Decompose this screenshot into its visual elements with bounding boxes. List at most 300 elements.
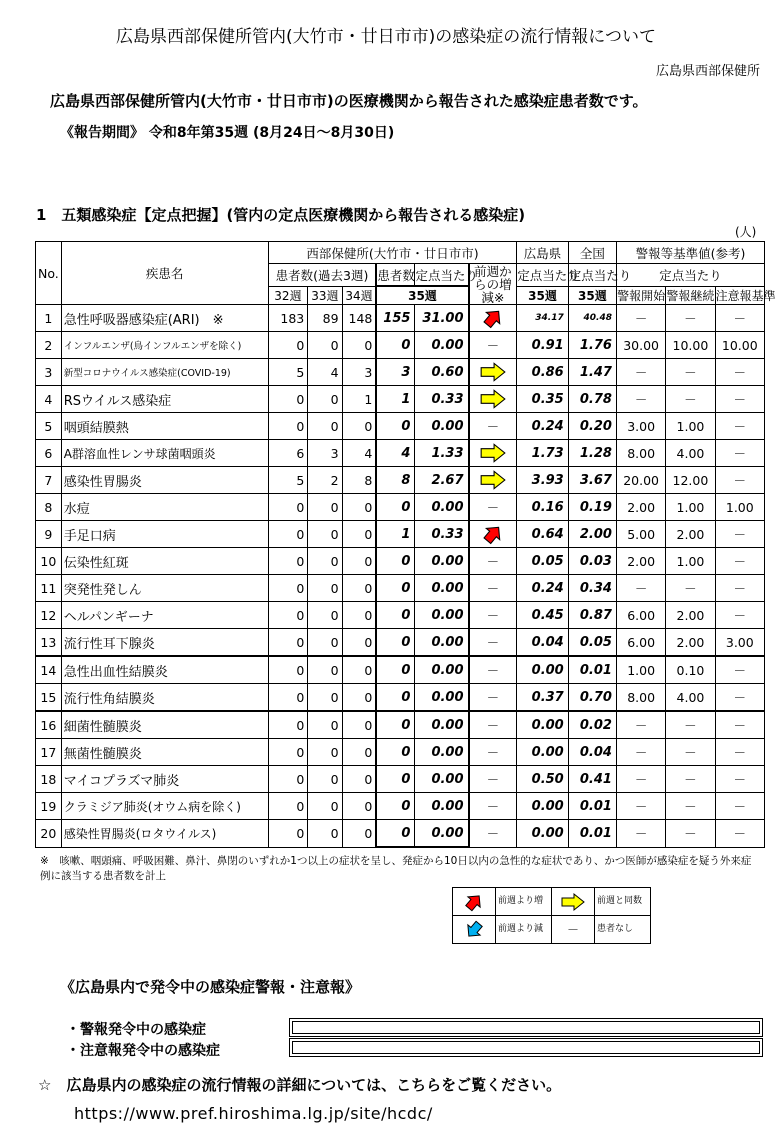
- alert-start-value: 5.00: [616, 521, 665, 548]
- count-w33: 0: [308, 656, 342, 684]
- count-w33: 0: [308, 820, 342, 848]
- nat-per-site: 1.76: [568, 332, 616, 359]
- nat-per-site: 0.20: [568, 413, 616, 440]
- count-w32: 0: [268, 575, 308, 602]
- header-w34: 34週: [342, 286, 376, 305]
- count-w34: 0: [342, 575, 376, 602]
- surveillance-table: [35, 241, 776, 848]
- header-no: No.: [36, 242, 62, 305]
- alert-start-value: －: [616, 739, 665, 766]
- count-w32: 0: [268, 494, 308, 521]
- count-w34: 3: [342, 359, 376, 386]
- disease-name: 無菌性髄膜炎: [61, 739, 268, 766]
- pref-per-site: 0.50: [517, 766, 568, 793]
- row-no: 16: [36, 711, 62, 739]
- header-change: 前週からの増減※: [469, 264, 517, 305]
- row-no: 14: [36, 656, 62, 684]
- footnote: ※ 咳嗽、咽頭痛、呼吸困難、鼻汁、鼻閉のいずれか1つ以上の症状を呈し、発症から10日以内の急性的な症状であり、かつ医師が感染症を疑う外来症例に該当する患者数を計上: [40, 855, 752, 882]
- alert-cont-value: －: [666, 793, 715, 820]
- hcdc-link[interactable]: https://www.pref.hiroshima.lg.jp/site/hcdc/: [74, 1104, 433, 1123]
- count-w33: 2: [308, 467, 342, 494]
- per-site-w35: 0.00: [415, 494, 469, 521]
- header-nat-per-site: 定点当たり: [568, 264, 616, 287]
- trend-cell: [469, 359, 517, 386]
- pref-per-site: 0.04: [517, 629, 568, 657]
- alert-start-value: 6.00: [616, 629, 665, 657]
- count-w34: 0: [342, 332, 376, 359]
- trend-cell: [469, 521, 517, 548]
- table-row: [36, 684, 765, 712]
- count-w35: 3: [376, 359, 415, 386]
- disease-name: 伝染性紅斑: [61, 548, 268, 575]
- count-w34: 0: [342, 602, 376, 629]
- count-w34: 0: [342, 656, 376, 684]
- notice-value: 3.00: [715, 629, 764, 657]
- count-w33: 0: [308, 739, 342, 766]
- per-site-w35: 0.00: [415, 793, 469, 820]
- trend-same-icon: [479, 470, 507, 490]
- table-row: [36, 305, 765, 332]
- count-w33: 0: [308, 413, 342, 440]
- per-site-w35: 0.00: [415, 629, 469, 657]
- count-w34: 0: [342, 711, 376, 739]
- alert-start-value: －: [616, 386, 665, 413]
- alert-cont-value: －: [666, 711, 715, 739]
- pref-per-site: 0.00: [517, 739, 568, 766]
- count-w32: 0: [268, 332, 308, 359]
- alert-cont-value: －: [666, 820, 715, 848]
- pref-per-site: 0.05: [517, 548, 568, 575]
- per-site-w35: 0.00: [415, 711, 469, 739]
- nat-per-site: 0.70: [568, 684, 616, 712]
- notice-value: －: [715, 602, 764, 629]
- disease-name: インフルエンザ(鳥インフルエンザを除く): [61, 332, 268, 359]
- alert-box: [289, 1018, 763, 1037]
- trend-cell: －: [469, 494, 517, 521]
- count-w33: 3: [308, 440, 342, 467]
- count-w32: 0: [268, 413, 308, 440]
- alert-cont-value: 4.00: [666, 440, 715, 467]
- header-pref-per-site: 定点当たり: [517, 264, 568, 287]
- table-row: [36, 521, 765, 548]
- alert-label: ・警報発令中の感染症: [66, 1022, 206, 1038]
- count-w33: 0: [308, 793, 342, 820]
- per-site-w35: 0.00: [415, 739, 469, 766]
- header-w35: 35週: [376, 286, 468, 305]
- notice-value: －: [715, 467, 764, 494]
- per-site-w35: 0.33: [415, 521, 469, 548]
- notice-value: －: [715, 359, 764, 386]
- legend-dash: －: [552, 916, 595, 944]
- count-w35: 0: [376, 793, 415, 820]
- trend-legend: [452, 887, 651, 944]
- alert-start-value: －: [616, 820, 665, 848]
- notice-value: －: [715, 793, 764, 820]
- pref-per-site: 0.35: [517, 386, 568, 413]
- table-row: [36, 359, 765, 386]
- header-notice: 注意報基準: [715, 286, 764, 305]
- per-site-w35: 0.00: [415, 548, 469, 575]
- count-w34: 1: [342, 386, 376, 413]
- count-w34: 0: [342, 766, 376, 793]
- count-w35: 0: [376, 739, 415, 766]
- disease-name: クラミジア肺炎(オウム病を除く): [61, 793, 268, 820]
- count-w34: 0: [342, 494, 376, 521]
- disease-name: 流行性角結膜炎: [61, 684, 268, 712]
- alert-cont-value: 10.00: [666, 332, 715, 359]
- alert-start-value: 6.00: [616, 602, 665, 629]
- table-row: [36, 602, 765, 629]
- disease-name: 細菌性髄膜炎: [61, 711, 268, 739]
- pref-per-site: 0.37: [517, 684, 568, 712]
- trend-cell: －: [469, 602, 517, 629]
- count-w35: 0: [376, 332, 415, 359]
- pref-per-site: 0.24: [517, 575, 568, 602]
- nat-per-site: 0.01: [568, 820, 616, 848]
- pref-per-site: 0.00: [517, 820, 568, 848]
- row-no: 1: [36, 305, 62, 332]
- count-w34: 0: [342, 793, 376, 820]
- count-w33: 0: [308, 521, 342, 548]
- disease-name: A群溶血性レンサ球菌咽頭炎: [61, 440, 268, 467]
- report-period: 《報告期間》 令和8年第35週 (8月24日～8月30日): [60, 125, 395, 141]
- alert-start-value: 3.00: [616, 413, 665, 440]
- nat-per-site: 2.00: [568, 521, 616, 548]
- nat-per-site: 0.05: [568, 629, 616, 657]
- legend-up-icon: [453, 888, 496, 916]
- count-w32: 183: [268, 305, 308, 332]
- trend-same-icon: [479, 389, 507, 409]
- nat-per-site: 3.67: [568, 467, 616, 494]
- row-no: 8: [36, 494, 62, 521]
- row-no: 20: [36, 820, 62, 848]
- alert-cont-value: 1.00: [666, 548, 715, 575]
- per-site-w35: 0.00: [415, 332, 469, 359]
- table-row: [36, 739, 765, 766]
- row-no: 17: [36, 739, 62, 766]
- count-w34: 0: [342, 820, 376, 848]
- count-w34: 0: [342, 684, 376, 712]
- trend-cell: －: [469, 575, 517, 602]
- alert-cont-value: －: [666, 386, 715, 413]
- lead-text: 広島県西部保健所管内(大竹市・廿日市市)の医療機関から報告された感染症患者数です。: [50, 92, 648, 110]
- per-site-w35: 0.60: [415, 359, 469, 386]
- alert-start-value: 8.00: [616, 440, 665, 467]
- notice-value: 1.00: [715, 494, 764, 521]
- table-row: [36, 494, 765, 521]
- row-no: 7: [36, 467, 62, 494]
- row-no: 11: [36, 575, 62, 602]
- notice-value: －: [715, 711, 764, 739]
- notice-value: －: [715, 521, 764, 548]
- notice-value: －: [715, 413, 764, 440]
- trend-cell: －: [469, 413, 517, 440]
- disease-name: マイコプラズマ肺炎: [61, 766, 268, 793]
- pref-per-site: 0.64: [517, 521, 568, 548]
- nat-per-site: 0.19: [568, 494, 616, 521]
- notice-value: －: [715, 548, 764, 575]
- notice-value: －: [715, 386, 764, 413]
- notice-value: －: [715, 820, 764, 848]
- trend-cell: －: [469, 793, 517, 820]
- nat-per-site: 0.87: [568, 602, 616, 629]
- nat-per-site: 0.34: [568, 575, 616, 602]
- legend-none-label: 患者なし: [595, 916, 651, 944]
- count-w32: 0: [268, 521, 308, 548]
- header-pref-w35: 35週: [517, 286, 568, 305]
- table-row: [36, 386, 765, 413]
- header-past: 患者数(過去3週): [268, 264, 376, 287]
- count-w35: 0: [376, 548, 415, 575]
- trend-same-icon: [479, 362, 507, 382]
- row-no: 3: [36, 359, 62, 386]
- header-alert-start: 警報開始: [616, 286, 665, 305]
- nat-per-site: 40.48: [568, 305, 616, 332]
- count-w35: 1: [376, 386, 415, 413]
- count-w33: 0: [308, 602, 342, 629]
- nat-per-site: 1.47: [568, 359, 616, 386]
- row-no: 12: [36, 602, 62, 629]
- table-row: [36, 711, 765, 739]
- pref-per-site: 1.73: [517, 440, 568, 467]
- alert-cont-value: 12.00: [666, 467, 715, 494]
- nat-per-site: 0.01: [568, 656, 616, 684]
- count-w34: 148: [342, 305, 376, 332]
- count-w32: 5: [268, 467, 308, 494]
- per-site-w35: 0.00: [415, 684, 469, 712]
- count-w32: 6: [268, 440, 308, 467]
- count-w33: 0: [308, 575, 342, 602]
- count-w34: 0: [342, 413, 376, 440]
- pref-per-site: 0.00: [517, 711, 568, 739]
- per-site-w35: 31.00: [415, 305, 469, 332]
- count-w33: 0: [308, 684, 342, 712]
- disease-name: ヘルパンギーナ: [61, 602, 268, 629]
- disease-name: 突発性発しん: [61, 575, 268, 602]
- trend-same-icon: [479, 443, 507, 463]
- header-w33: 33週: [308, 286, 342, 305]
- table-row: [36, 820, 765, 848]
- pref-per-site: 0.00: [517, 793, 568, 820]
- count-w34: 0: [342, 521, 376, 548]
- legend-same-icon: [552, 888, 595, 916]
- count-w35: 0: [376, 766, 415, 793]
- count-w34: 0: [342, 739, 376, 766]
- organization-name: 広島県西部保健所: [655, 64, 760, 79]
- legend-down-label: 前週より減: [496, 916, 552, 944]
- alert-start-value: 2.00: [616, 494, 665, 521]
- trend-cell: [469, 386, 517, 413]
- trend-cell: －: [469, 766, 517, 793]
- count-w35: 0: [376, 602, 415, 629]
- table-row: [36, 656, 765, 684]
- count-w32: 0: [268, 684, 308, 712]
- header-national: 全国: [568, 242, 616, 264]
- count-w33: 4: [308, 359, 342, 386]
- count-w32: 5: [268, 359, 308, 386]
- notice-value: －: [715, 656, 764, 684]
- trend-cell: [469, 467, 517, 494]
- count-w35: 0: [376, 575, 415, 602]
- row-no: 10: [36, 548, 62, 575]
- unit-label: (人): [735, 225, 757, 239]
- count-w32: 0: [268, 739, 308, 766]
- notice-box: [289, 1038, 763, 1057]
- count-w33: 0: [308, 766, 342, 793]
- header-criteria: 警報等基準値(参考): [616, 242, 764, 264]
- count-w35: 1: [376, 521, 415, 548]
- row-no: 9: [36, 521, 62, 548]
- header-patients: 患者数: [376, 264, 415, 287]
- alert-start-value: 1.00: [616, 656, 665, 684]
- alert-start-value: 2.00: [616, 548, 665, 575]
- table-row: [36, 467, 765, 494]
- trend-cell: [469, 305, 517, 332]
- count-w34: 8: [342, 467, 376, 494]
- alert-cont-value: －: [666, 575, 715, 602]
- footer-text: ☆ 広島県内の感染症の流行情報の詳細については、こちらをご覧ください。: [38, 1076, 562, 1094]
- alert-start-value: －: [616, 305, 665, 332]
- trend-cell: －: [469, 739, 517, 766]
- header-nat-w35: 35週: [568, 286, 616, 305]
- legend-up-label: 前週より増: [496, 888, 552, 916]
- trend-cell: －: [469, 711, 517, 739]
- notice-value: －: [715, 440, 764, 467]
- nat-per-site: 0.02: [568, 711, 616, 739]
- count-w32: 0: [268, 711, 308, 739]
- per-site-w35: 0.00: [415, 602, 469, 629]
- trend-cell: －: [469, 656, 517, 684]
- disease-name: 急性呼吸器感染症(ARI) ※: [61, 305, 268, 332]
- alert-cont-value: 0.10: [666, 656, 715, 684]
- notice-value: －: [715, 305, 764, 332]
- pref-per-site: 0.91: [517, 332, 568, 359]
- header-per-site: 定点当たり: [415, 264, 469, 287]
- row-no: 18: [36, 766, 62, 793]
- nat-per-site: 0.01: [568, 793, 616, 820]
- row-no: 5: [36, 413, 62, 440]
- table-row: [36, 575, 765, 602]
- disease-name: 手足口病: [61, 521, 268, 548]
- table-row: [36, 413, 765, 440]
- count-w33: 0: [308, 386, 342, 413]
- row-no: 4: [36, 386, 62, 413]
- count-w33: 0: [308, 332, 342, 359]
- page-title: 広島県西部保健所管内(大竹市・廿日市市)の感染症の流行情報について: [116, 27, 656, 47]
- header-hiroshima: 広島県: [517, 242, 568, 264]
- pref-per-site: 0.24: [517, 413, 568, 440]
- disease-name: 感染性胃腸炎: [61, 467, 268, 494]
- pref-per-site: 34.17: [517, 305, 568, 332]
- count-w32: 0: [268, 548, 308, 575]
- row-no: 19: [36, 793, 62, 820]
- alert-cont-value: 2.00: [666, 629, 715, 657]
- alert-cont-value: －: [666, 739, 715, 766]
- table-row: [36, 440, 765, 467]
- trend-cell: －: [469, 332, 517, 359]
- count-w32: 0: [268, 766, 308, 793]
- alert-start-value: －: [616, 711, 665, 739]
- alert-section-title: 《広島県内で発令中の感染症警報・注意報》: [60, 978, 361, 996]
- alert-cont-value: －: [666, 305, 715, 332]
- table-row: [36, 793, 765, 820]
- trend-cell: －: [469, 548, 517, 575]
- count-w35: 0: [376, 656, 415, 684]
- count-w33: 0: [308, 629, 342, 657]
- table-row: [36, 548, 765, 575]
- count-w35: 8: [376, 467, 415, 494]
- count-w35: 0: [376, 711, 415, 739]
- count-w35: 0: [376, 629, 415, 657]
- disease-name: 水痘: [61, 494, 268, 521]
- per-site-w35: 1.33: [415, 440, 469, 467]
- trend-up-icon: [481, 523, 505, 545]
- notice-value: －: [715, 684, 764, 712]
- count-w32: 0: [268, 629, 308, 657]
- alert-cont-value: 2.00: [666, 521, 715, 548]
- alert-start-value: 20.00: [616, 467, 665, 494]
- notice-value: －: [715, 575, 764, 602]
- per-site-w35: 2.67: [415, 467, 469, 494]
- row-no: 2: [36, 332, 62, 359]
- alert-start-value: －: [616, 766, 665, 793]
- disease-name: 急性出血性結膜炎: [61, 656, 268, 684]
- header-alert-cont: 警報継続: [666, 286, 715, 305]
- alert-start-value: －: [616, 793, 665, 820]
- alert-start-value: 8.00: [616, 684, 665, 712]
- row-no: 13: [36, 629, 62, 657]
- nat-per-site: 0.04: [568, 739, 616, 766]
- trend-cell: －: [469, 684, 517, 712]
- count-w35: 0: [376, 413, 415, 440]
- count-w34: 0: [342, 548, 376, 575]
- disease-name: 新型コロナウイルス感染症(COVID-19): [61, 359, 268, 386]
- count-w35: 155: [376, 305, 415, 332]
- alert-start-value: －: [616, 359, 665, 386]
- disease-name: RSウイルス感染症: [61, 386, 268, 413]
- per-site-w35: 0.33: [415, 386, 469, 413]
- count-w35: 4: [376, 440, 415, 467]
- nat-per-site: 0.41: [568, 766, 616, 793]
- alert-cont-value: 4.00: [666, 684, 715, 712]
- nat-per-site: 1.28: [568, 440, 616, 467]
- count-w32: 0: [268, 656, 308, 684]
- trend-cell: [469, 440, 517, 467]
- per-site-w35: 0.00: [415, 413, 469, 440]
- count-w32: 0: [268, 386, 308, 413]
- pref-per-site: 0.45: [517, 602, 568, 629]
- count-w34: 0: [342, 629, 376, 657]
- notice-value: 10.00: [715, 332, 764, 359]
- count-w35: 0: [376, 494, 415, 521]
- pref-per-site: 0.16: [517, 494, 568, 521]
- count-w33: 0: [308, 494, 342, 521]
- nat-per-site: 0.03: [568, 548, 616, 575]
- trend-cell: －: [469, 820, 517, 848]
- count-w35: 0: [376, 684, 415, 712]
- per-site-w35: 0.00: [415, 575, 469, 602]
- alert-start-value: 30.00: [616, 332, 665, 359]
- pref-per-site: 3.93: [517, 467, 568, 494]
- nat-per-site: 0.78: [568, 386, 616, 413]
- legend-same-label: 前週と同数: [595, 888, 651, 916]
- header-w32: 32週: [268, 286, 308, 305]
- per-site-w35: 0.00: [415, 820, 469, 848]
- alert-cont-value: 1.00: [666, 494, 715, 521]
- notice-value: －: [715, 739, 764, 766]
- count-w34: 4: [342, 440, 376, 467]
- table-row: [36, 766, 765, 793]
